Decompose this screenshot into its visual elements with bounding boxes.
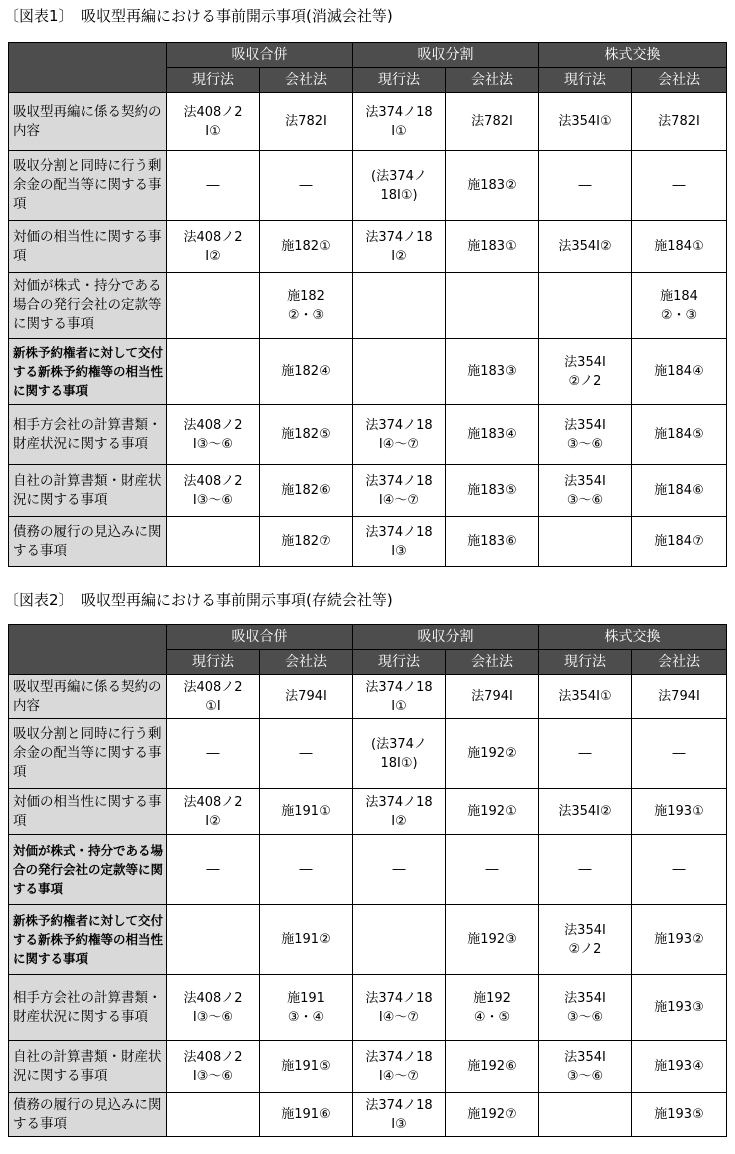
table-cell: ― bbox=[632, 835, 727, 905]
table-cell: (法374ノ 18Ⅰ①) bbox=[353, 719, 446, 789]
table-cell: ― bbox=[539, 719, 632, 789]
table-cell: 法374ノ18 Ⅰ④～⑦ bbox=[353, 465, 446, 517]
row-label: 相手方会社の計算書類・財産状況に関する事項 bbox=[9, 405, 167, 465]
table-cell bbox=[539, 273, 632, 339]
row-label: 吸収分割と同時に行う剰余金の配当等に関する事項 bbox=[9, 151, 167, 221]
table-row bbox=[9, 517, 727, 567]
table-cell bbox=[167, 905, 260, 975]
sub-header: 現行法 bbox=[167, 650, 260, 675]
table-cell bbox=[353, 273, 446, 339]
table-row bbox=[9, 789, 727, 835]
table-cell: 施191⑤ bbox=[260, 1041, 353, 1093]
table-cell: 法374ノ18 Ⅰ④～⑦ bbox=[353, 405, 446, 465]
table-cell: 施184⑦ bbox=[632, 517, 727, 567]
table-cell: ― bbox=[446, 835, 539, 905]
row-label: 新株予約権者に対して交付する新株予約権等の相当性に関する事項 bbox=[9, 905, 167, 975]
table-cell: 施193③ bbox=[632, 975, 727, 1041]
row-label: 自社の計算書類・財産状況に関する事項 bbox=[9, 465, 167, 517]
table-cell: 施191② bbox=[260, 905, 353, 975]
table-cell bbox=[539, 1093, 632, 1137]
table-cell: 法354Ⅰ ③～⑥ bbox=[539, 465, 632, 517]
table-cell: 施184④ bbox=[632, 339, 727, 405]
table-cell: 法354Ⅰ ③～⑥ bbox=[539, 405, 632, 465]
row-label: 債務の履行の見込みに関する事項 bbox=[9, 517, 167, 567]
table-cell: 法408ノ2 Ⅰ② bbox=[167, 221, 260, 273]
table-cell: 施193① bbox=[632, 789, 727, 835]
figure1-caption: 〔図表1〕 吸収型再編における事前開示事項(消滅会社等) bbox=[4, 7, 393, 25]
figure1-table bbox=[8, 42, 727, 567]
table-cell: 法408ノ2 Ⅰ③～⑥ bbox=[167, 975, 260, 1041]
table-cell: 施182⑤ bbox=[260, 405, 353, 465]
row-label: 債務の履行の見込みに関する事項 bbox=[9, 1093, 167, 1137]
row-label: 自社の計算書類・財産状況に関する事項 bbox=[9, 1041, 167, 1093]
row-label: 相手方会社の計算書類・財産状況に関する事項 bbox=[9, 975, 167, 1041]
table-row bbox=[9, 719, 727, 789]
group-header: 吸収分割 bbox=[353, 43, 539, 68]
table-row bbox=[9, 1041, 727, 1093]
sub-header: 会社法 bbox=[260, 650, 353, 675]
table-cell: 施193② bbox=[632, 905, 727, 975]
table-cell: 施192⑥ bbox=[446, 1041, 539, 1093]
table-cell: 施184① bbox=[632, 221, 727, 273]
table-cell: 施183② bbox=[446, 151, 539, 221]
table-cell: ― bbox=[167, 719, 260, 789]
figure2-caption: 〔図表2〕 吸収型再編における事前開示事項(存続会社等) bbox=[4, 591, 393, 609]
table-cell: 施183⑤ bbox=[446, 465, 539, 517]
table-row bbox=[9, 465, 727, 517]
sub-header: 現行法 bbox=[167, 68, 260, 93]
table-cell: 法408ノ2 ①Ⅰ bbox=[167, 675, 260, 719]
table-cell bbox=[353, 905, 446, 975]
sub-header: 現行法 bbox=[539, 650, 632, 675]
table-cell: 施193④ bbox=[632, 1041, 727, 1093]
table-cell: 法374ノ18 Ⅰ③ bbox=[353, 1093, 446, 1137]
table-cell: ― bbox=[260, 151, 353, 221]
table-cell: 施192① bbox=[446, 789, 539, 835]
table-row bbox=[9, 339, 727, 405]
table-cell: 法782Ⅰ bbox=[446, 93, 539, 151]
header-corner bbox=[9, 43, 167, 93]
table-cell: 法408ノ2 Ⅰ② bbox=[167, 789, 260, 835]
table-cell: 施191① bbox=[260, 789, 353, 835]
table-cell: 施182④ bbox=[260, 339, 353, 405]
table-cell: ― bbox=[632, 719, 727, 789]
table-cell: ― bbox=[167, 151, 260, 221]
row-label: 吸収型再編に係る契約の内容 bbox=[9, 93, 167, 151]
table-row bbox=[9, 975, 727, 1041]
table-row bbox=[9, 405, 727, 465]
figure2-table bbox=[8, 624, 727, 1137]
sub-header: 会社法 bbox=[632, 650, 727, 675]
table-cell: 法354Ⅰ ③～⑥ bbox=[539, 1041, 632, 1093]
table-cell: 施182① bbox=[260, 221, 353, 273]
table-cell: 施184 ②・③ bbox=[632, 273, 727, 339]
table-cell: 施182 ②・③ bbox=[260, 273, 353, 339]
table-cell: 法374ノ18 Ⅰ④～⑦ bbox=[353, 975, 446, 1041]
table-cell: 法354Ⅰ② bbox=[539, 789, 632, 835]
table-cell bbox=[167, 517, 260, 567]
table-cell: 施191 ③・④ bbox=[260, 975, 353, 1041]
group-header: 吸収合併 bbox=[167, 625, 353, 650]
table-cell: 法408ノ2 Ⅰ③～⑥ bbox=[167, 405, 260, 465]
table-cell bbox=[167, 339, 260, 405]
table-cell bbox=[167, 1093, 260, 1137]
table-cell: 法782Ⅰ bbox=[632, 93, 727, 151]
table-row bbox=[9, 675, 727, 719]
table-row bbox=[9, 1093, 727, 1137]
table-cell: 法354Ⅰ① bbox=[539, 93, 632, 151]
sub-header: 現行法 bbox=[353, 650, 446, 675]
table-cell: 法374ノ18 Ⅰ② bbox=[353, 221, 446, 273]
row-label: 対価が株式・持分である場合の発行会社の定款等に関する事項 bbox=[9, 273, 167, 339]
group-header: 株式交換 bbox=[539, 625, 727, 650]
sub-header: 会社法 bbox=[632, 68, 727, 93]
row-label: 新株予約権者に対して交付する新株予約権等の相当性に関する事項 bbox=[9, 339, 167, 405]
table-cell: 施184⑥ bbox=[632, 465, 727, 517]
table-cell: 法794Ⅰ bbox=[632, 675, 727, 719]
table-cell: 法354Ⅰ ②ノ2 bbox=[539, 339, 632, 405]
table-cell: 法374ノ18 Ⅰ① bbox=[353, 675, 446, 719]
table-cell: 法354Ⅰ ③～⑥ bbox=[539, 975, 632, 1041]
header-corner bbox=[9, 625, 167, 675]
table-row bbox=[9, 151, 727, 221]
table-row bbox=[9, 273, 727, 339]
table-cell: 施183④ bbox=[446, 405, 539, 465]
table-cell: 施182⑦ bbox=[260, 517, 353, 567]
table-cell bbox=[539, 517, 632, 567]
table-cell: ― bbox=[632, 151, 727, 221]
table-cell: 法374ノ18 Ⅰ③ bbox=[353, 517, 446, 567]
table-cell: 施182⑥ bbox=[260, 465, 353, 517]
group-header: 株式交換 bbox=[539, 43, 727, 68]
table-cell: 法374ノ18 Ⅰ② bbox=[353, 789, 446, 835]
row-label: 吸収分割と同時に行う剰余金の配当等に関する事項 bbox=[9, 719, 167, 789]
table-cell: ― bbox=[539, 835, 632, 905]
sub-header: 会社法 bbox=[446, 650, 539, 675]
table-cell: 施183③ bbox=[446, 339, 539, 405]
table-cell: 施192② bbox=[446, 719, 539, 789]
row-label: 対価の相当性に関する事項 bbox=[9, 789, 167, 835]
table-cell: 法354Ⅰ② bbox=[539, 221, 632, 273]
table-cell: 法374ノ18 Ⅰ① bbox=[353, 93, 446, 151]
sub-header: 会社法 bbox=[446, 68, 539, 93]
table-row bbox=[9, 221, 727, 273]
sub-header: 現行法 bbox=[353, 68, 446, 93]
table-cell: 法408ノ2 Ⅰ① bbox=[167, 93, 260, 151]
table-row bbox=[9, 905, 727, 975]
table-cell: 施192⑦ bbox=[446, 1093, 539, 1137]
table-cell: ― bbox=[260, 719, 353, 789]
table-cell: 法354Ⅰ① bbox=[539, 675, 632, 719]
table-cell: 法408ノ2 Ⅰ③～⑥ bbox=[167, 465, 260, 517]
table-cell: ― bbox=[260, 835, 353, 905]
table-cell: 法408ノ2 Ⅰ③～⑥ bbox=[167, 1041, 260, 1093]
table-cell: 法782Ⅰ bbox=[260, 93, 353, 151]
table-cell: 法374ノ18 Ⅰ④～⑦ bbox=[353, 1041, 446, 1093]
group-header: 吸収合併 bbox=[167, 43, 353, 68]
table-cell: 施192③ bbox=[446, 905, 539, 975]
row-label: 対価が株式・持分である場合の発行会社の定款等に関する事項 bbox=[9, 835, 167, 905]
row-label: 対価の相当性に関する事項 bbox=[9, 221, 167, 273]
table-cell: 施184⑤ bbox=[632, 405, 727, 465]
table-cell bbox=[446, 273, 539, 339]
row-label: 吸収型再編に係る契約の内容 bbox=[9, 675, 167, 719]
table-cell: ― bbox=[353, 835, 446, 905]
table-row bbox=[9, 835, 727, 905]
table-cell: 施183① bbox=[446, 221, 539, 273]
table-cell: 施191⑥ bbox=[260, 1093, 353, 1137]
group-header: 吸収分割 bbox=[353, 625, 539, 650]
sub-header: 会社法 bbox=[260, 68, 353, 93]
table-cell: 施183⑥ bbox=[446, 517, 539, 567]
table-cell: (法374ノ 18Ⅰ①) bbox=[353, 151, 446, 221]
table-cell: 施193⑤ bbox=[632, 1093, 727, 1137]
table-cell bbox=[167, 273, 260, 339]
table-cell bbox=[353, 339, 446, 405]
table-cell: ― bbox=[167, 835, 260, 905]
table-cell: 法794Ⅰ bbox=[446, 675, 539, 719]
table-cell: ― bbox=[539, 151, 632, 221]
table-cell: 法354Ⅰ ②ノ2 bbox=[539, 905, 632, 975]
table-row bbox=[9, 93, 727, 151]
table-cell: 施192 ④・⑤ bbox=[446, 975, 539, 1041]
table-cell: 法794Ⅰ bbox=[260, 675, 353, 719]
sub-header: 現行法 bbox=[539, 68, 632, 93]
